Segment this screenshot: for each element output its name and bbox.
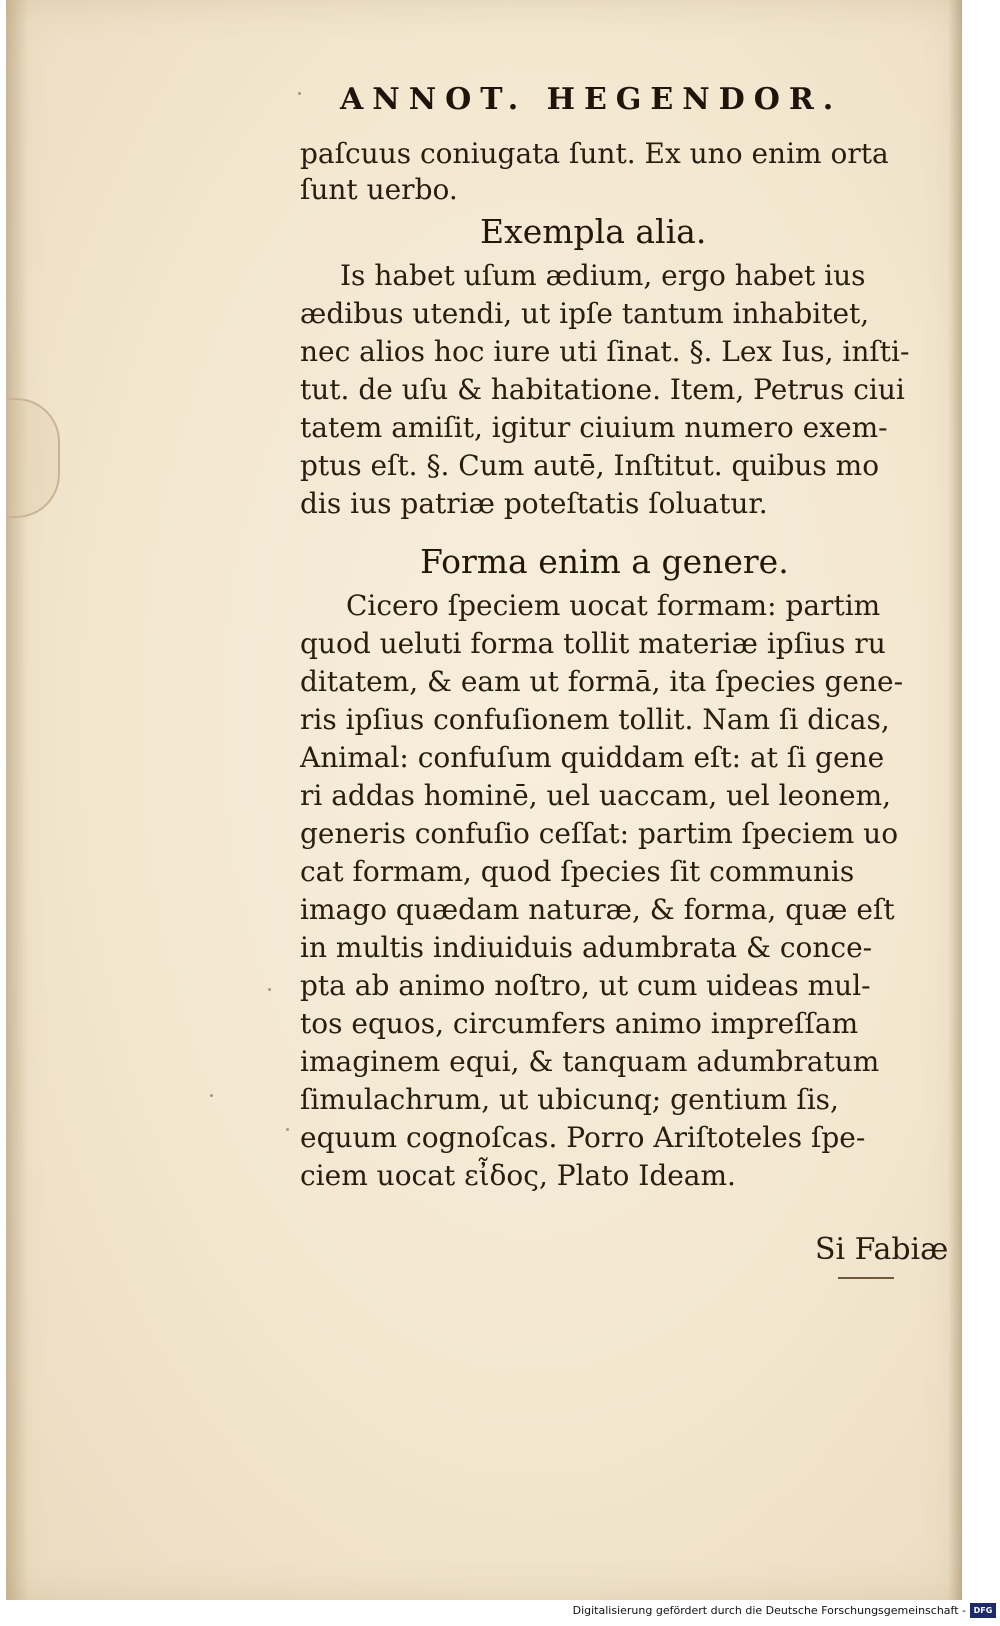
- text-line: dis ius patriæ poteſtatis ſoluatur.: [300, 487, 768, 520]
- text-line: quod ueluti forma tollit materiæ ipſius ru: [300, 627, 886, 660]
- page-gutter-shadow: [948, 0, 962, 1600]
- footer-credit: Digitalisierung gefördert durch die Deutsche Forschungsgemeinschaft -: [572, 1604, 966, 1617]
- text-line: ptus eſt. §. Cum autē, Inſtitut. quibus mo: [300, 449, 880, 482]
- paper-speck: [210, 1094, 213, 1097]
- page-left-edge: [6, 0, 28, 1600]
- text-line: ris ipſius confuſionem tollit. Nam ſi dicas,: [300, 703, 890, 736]
- text-line: tut. de uſu & habitatione. Item, Petrus ciui: [300, 373, 905, 406]
- section-heading: Forma enim a genere.: [420, 542, 789, 581]
- text-line: paſcuus coniugata ſunt. Ex uno enim orta: [300, 137, 889, 170]
- text-line: ſunt uerbo.: [300, 173, 458, 206]
- text-line: imaginem equi, & tanquam adumbratum: [300, 1045, 880, 1078]
- text-line: Animal: confuſum quiddam eſt: at ſi gene: [300, 741, 885, 774]
- catchword: Si Fabiæ: [815, 1232, 949, 1267]
- text-line: nec alios hoc iure uti ſinat. §. Lex Ius, inſti-: [300, 335, 910, 368]
- page-tab-marker: [6, 398, 60, 518]
- section-heading: Exempla alia.: [480, 212, 707, 251]
- text-line: in multis indiuiduis adumbrata & conce-: [300, 931, 873, 964]
- text-line: ædibus utendi, ut ipſe tantum inhabitet,: [300, 297, 870, 330]
- running-head: ANNOT. HEGENDOR.: [340, 82, 843, 117]
- paper-speck: [298, 92, 301, 95]
- text-line: ſimulachrum, ut ubicunq; gentium ſis,: [300, 1083, 839, 1116]
- text-line: tos equos, circumfers animo impreſſam: [300, 1007, 859, 1040]
- text-line: imago quædam naturæ, & forma, quæ eſt: [300, 893, 895, 926]
- text-line: ri addas hominē, uel uaccam, uel leonem,: [300, 779, 892, 812]
- paper-speck: [286, 1128, 289, 1131]
- text-line: cat formam, quod ſpecies ſit communis: [300, 855, 855, 888]
- text-line: equum cognoſcas. Porro Ariſtoteles ſpe-: [300, 1121, 866, 1154]
- digitization-footer: [0, 1600, 1000, 1626]
- paper-speck: [268, 988, 271, 991]
- text-line: Is habet uſum ædium, ergo habet ius: [340, 259, 866, 292]
- dfg-logo: DFG: [970, 1603, 996, 1618]
- text-line: ciem uocat εἶδος, Plato Ideam.: [300, 1159, 736, 1192]
- text-line: Cicero ſpeciem uocat formam: partim: [346, 589, 881, 622]
- text-line: ditatem, & eam ut formā, ita ſpecies gene-: [300, 665, 904, 698]
- text-line: pta ab animo noſtro, ut cum uideas mul-: [300, 969, 871, 1002]
- text-line: generis confuſio ceſſat: partim ſpeciem uo: [300, 817, 899, 850]
- text-line: tatem amiſit, igitur ciuium numero exem-: [300, 411, 888, 444]
- catchword-underline: [838, 1277, 894, 1279]
